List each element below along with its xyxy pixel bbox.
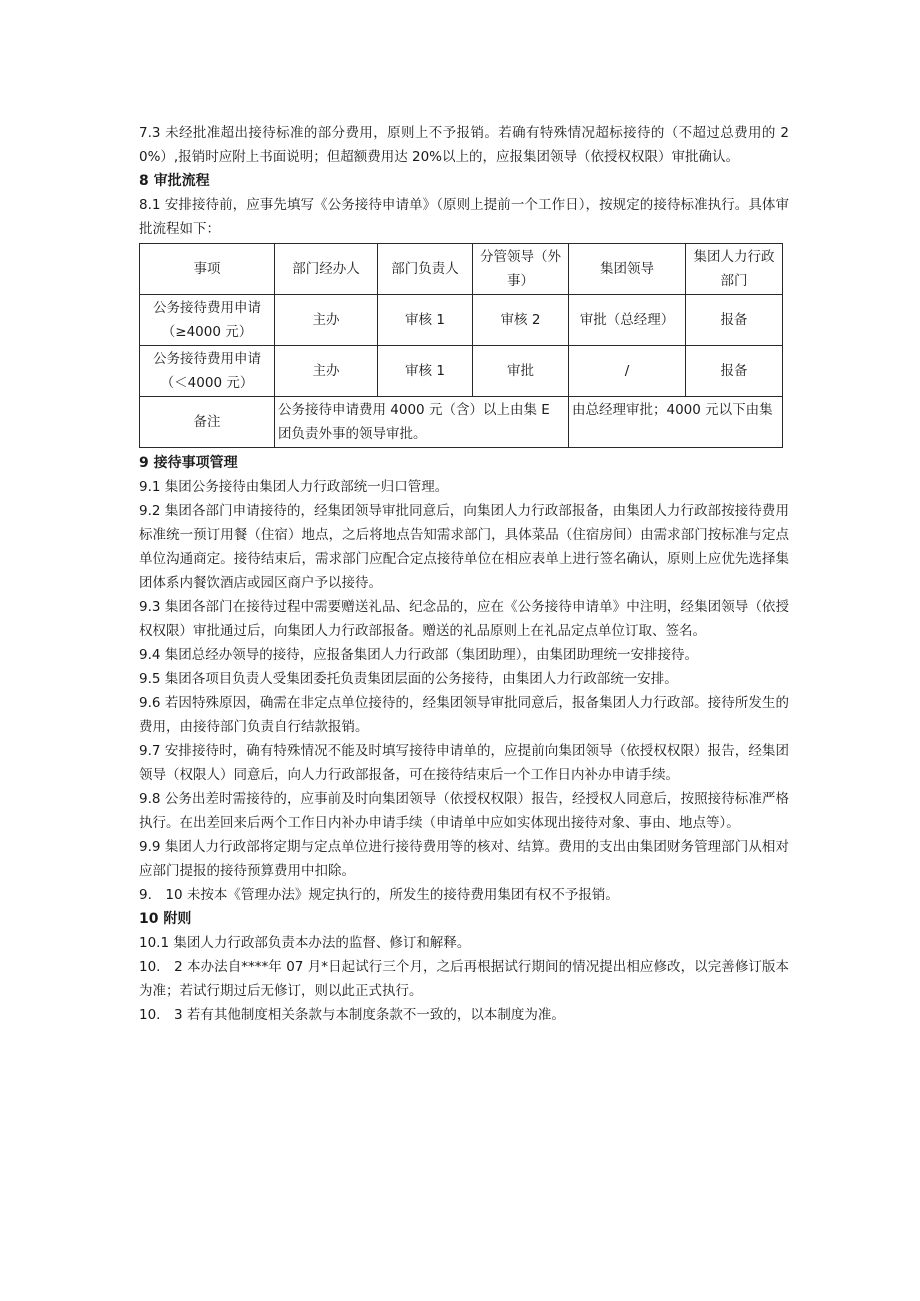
table-cell: 审批 xyxy=(473,346,569,397)
table-cell: 报备 xyxy=(686,295,783,346)
table-cell: 公务接待费用申请（＜4000 元） xyxy=(140,346,275,397)
section-9-heading: 9 接待事项管理 xyxy=(139,455,238,471)
section-10-heading: 10 附则 xyxy=(139,911,192,927)
table-header-row xyxy=(140,244,783,295)
clause-9-5: 9.5 集团各项目负责人受集团委托负责集团层面的公务接待，由集团人力行政部统一安排。 xyxy=(139,671,678,687)
clause-9-4: 9.4 集团总经办领导的接待，应报备集团人力行政部（集团助理），由集团助理统一安排接待。 xyxy=(139,647,699,663)
table-header-cell: 集团人力行政部门 xyxy=(686,244,783,295)
table-cell: 报备 xyxy=(686,346,783,397)
clause-9-10: 9. 10 未按本《管理办法》规定执行的，所发生的接待费用集团有权不予报销。 xyxy=(139,887,619,903)
table-cell: 主办 xyxy=(275,346,378,397)
table-cell: 审核 1 xyxy=(378,295,473,346)
clause-9-6: 9.6 若因特殊原因，确需在非定点单位接待的，经集团领导审批同意后，报备集团人力行政部。接待所发生的费用，由接待部门负责自行结款报销。 xyxy=(139,695,789,735)
clause-10-2: 10. 2 本办法自****年 07 月*日起试行三个月，之后再根据试行期间的情况提出相应修改，以完善修订版本为准；若试行期过后无修订，则以此正式执行。 xyxy=(139,959,789,999)
table-header-cell: 部门负责人 xyxy=(378,244,473,295)
table-header-cell: 分管领导（外事） xyxy=(473,244,569,295)
clause-7-3: 7.3 未经批准超出接待标准的部分费用，原则上不予报销。若确有特殊情况超标接待的（不超过总费用的 20%）,报销时应附上书面说明；但超额费用达 20%以上的，应报集团领导（依授权权限）审批确认。 xyxy=(139,125,789,165)
clause-9-2: 9.2 集团各部门申请接待的，经集团领导审批同意后，向集团人力行政部报备，由集团人力行政部按接待费用标准统一预订用餐（住宿）地点，之后将地点告知需求部门，具体菜品（住宿房间）由需求部门按标准与定点单位沟通商定。接待结束后，需求部门应配合定点接待单位在相应表单上进行签名确认，原则上应优先选择集团体系内餐饮酒店或园区商户予以接待。 xyxy=(139,503,789,591)
document-page xyxy=(139,121,789,1027)
table-note-right: 由总经理审批；4000 元以下由集 xyxy=(569,397,783,448)
table-note-label: 备注 xyxy=(140,397,275,448)
clause-9-7: 9.7 安排接待时，确有特殊情况不能及时填写接待申请单的，应提前向集团领导（依授权权限）报告，经集团领导（权限人）同意后，向人力行政部报备，可在接待结束后一个工作日内补办申请手续。 xyxy=(139,743,789,783)
table-cell: 公务接待费用申请（≥4000 元） xyxy=(140,295,275,346)
table-cell: 审核 2 xyxy=(473,295,569,346)
table-header-cell: 事项 xyxy=(140,244,275,295)
section-8-heading: 8 审批流程 xyxy=(139,173,210,189)
table-header-cell: 部门经办人 xyxy=(275,244,378,295)
clause-10-3: 10. 3 若有其他制度相关条款与本制度条款不一致的，以本制度为准。 xyxy=(139,1007,565,1023)
clause-9-1: 9.1 集团公务接待由集团人力行政部统一归口管理。 xyxy=(139,479,449,495)
clause-8-1: 8.1 安排接待前，应事先填写《公务接待申请单》（原则上提前一个工作日），按规定的接待标准执行。具体审批流程如下： xyxy=(139,197,789,237)
table-cell: / xyxy=(569,346,686,397)
table-header-cell: 集团领导 xyxy=(569,244,686,295)
clause-10-1: 10.1 集团人力行政部负责本办法的监督、修订和解释。 xyxy=(139,935,471,951)
table-cell: 审核 1 xyxy=(378,346,473,397)
clause-9-9: 9.9 集团人力行政部将定期与定点单位进行接待费用等的核对、结算。费用的支出由集团财务管理部门从相对应部门提报的接待预算费用中扣除。 xyxy=(139,839,789,879)
table-cell: 审批（总经理） xyxy=(569,295,686,346)
table-note-left: 公务接待申请费用 4000 元（含）以上由集 E 团负责外事的领导审批。 xyxy=(275,397,569,448)
clause-9-3: 9.3 集团各部门在接待过程中需要赠送礼品、纪念品的，应在《公务接待申请单》中注明，经集团领导（依授权权限）审批通过后，向集团人力行政部报备。赠送的礼品原则上在礼品定点单位订取、签名。 xyxy=(139,599,789,639)
table-note-row xyxy=(140,397,783,448)
table-row xyxy=(140,295,783,346)
approval-flow-table xyxy=(139,243,783,448)
clause-9-8: 9.8 公务出差时需接待的，应事前及时向集团领导（依授权权限）报告，经授权人同意后，按照接待标准严格执行。在出差回来后两个工作日内补办申请手续（申请单中应如实体现出接待对象、事由、地点等）。 xyxy=(139,791,789,831)
table-cell: 主办 xyxy=(275,295,378,346)
table-row xyxy=(140,346,783,397)
